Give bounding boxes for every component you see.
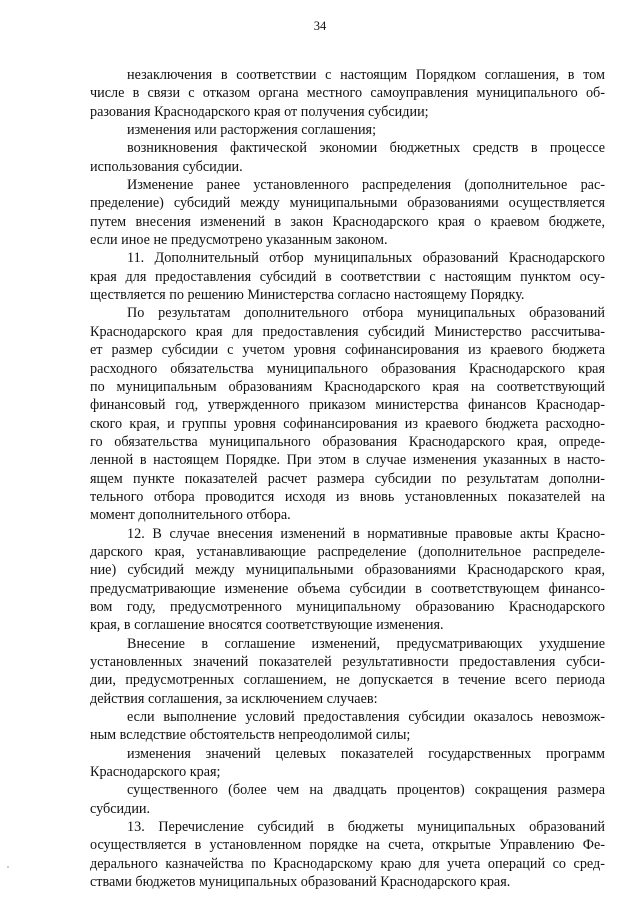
text-line: ленной в настоящем Порядке. При этом в случае изменения указанных в насто- xyxy=(90,452,605,469)
text-line: ет размер субсидии с учетом уровня софинансирования из краевого бюджета xyxy=(90,342,605,359)
text-line: по муниципальным образованиям Краснодарского края на соответствующий xyxy=(90,378,605,395)
text-line: ществляется по решению Министерства согласно настоящему Порядку. xyxy=(90,287,525,304)
text-line: установленных значений показателей результативности предоставления субси- xyxy=(90,654,605,670)
text-line: разования Краснодарского края от получения субсидии; xyxy=(90,103,429,120)
text-line: ского края, и группы уровня софинансирования из краевого бюджета расходно- xyxy=(90,415,605,432)
text-line: пределение) субсидий между муниципальными образованиями осуществляется xyxy=(90,195,605,212)
text-line: ящем пункте показателей расчет размера субсидии по результатам дополни- xyxy=(90,470,605,487)
text-line: числе в связи с отказом органа местного самоуправления муниципального об- xyxy=(90,85,605,102)
text-line: расходного обязательства муниципального образования Краснодарского края xyxy=(90,360,605,377)
text-line: 11. Дополнительный отбор муниципальных образований Краснодарского xyxy=(127,250,605,267)
text-line: незаключения в соответствии с настоящим Порядком соглашения, в том xyxy=(127,67,605,83)
text-line: ствами бюджетов муниципальных образований Краснодарского края. xyxy=(90,874,511,891)
text-line: предусматривающие изменение объема субсидии в соответствующем финансо- xyxy=(90,580,605,597)
text-line: использования субсидии. xyxy=(90,158,243,175)
document-body xyxy=(90,66,605,891)
text-line: осуществляется в установленном порядке на счета, открытые Управлению Фе- xyxy=(90,837,605,854)
text-line: края для предоставления субсидий в соответствии с настоящим пунктом осу- xyxy=(90,268,605,285)
text-line: дарского края, устанавливающие распределение (дополнительное распределе- xyxy=(90,543,605,560)
text-line: вом году, предусмотренного муниципальному образованию Краснодарского xyxy=(90,598,605,615)
text-line: Внесение в соглашение изменений, предусматривающих ухудшение xyxy=(127,635,605,652)
text-line: тельного отбора проводится исходя из вновь установленных показателей на xyxy=(90,488,605,505)
text-line: финансовый год, утвержденного приказом министерства финансов Краснодар- xyxy=(90,397,605,414)
text-line: Краснодарского края для предоставления субсидий Министерство рассчитыва- xyxy=(90,323,605,340)
text-line: изменения или расторжения соглашения; xyxy=(127,122,377,139)
text-line: По результатам дополнительного отбора муниципальных образований xyxy=(127,305,605,322)
text-line: ние) субсидий между муниципальными образованиями Краснодарского края, xyxy=(90,562,605,579)
text-line: если выполнение условий предоставления субсидии оказалось невозмож- xyxy=(127,709,605,726)
text-line: дерального казначейства по Краснодарскому краю для учета операций со сред- xyxy=(90,855,605,872)
text-line: субсидии. xyxy=(90,800,151,817)
scan-speck xyxy=(7,866,9,868)
text-line: момент дополнительного отбора. xyxy=(90,507,291,524)
text-line: 13. Перечисление субсидий в бюджеты муниципальных образований xyxy=(127,819,605,836)
text-line: изменения значений целевых показателей государственных программ xyxy=(127,745,605,762)
page-number: 34 xyxy=(313,19,327,33)
text-line: действия соглашения, за исключением случаев: xyxy=(90,690,378,707)
text-line: ным вследствие обстоятельств непреодолимой силы; xyxy=(90,727,411,744)
text-line: если иное не предусмотрено указанным законом. xyxy=(90,232,388,249)
text-line: 12. В случае внесения изменений в нормативные правовые акты Красно- xyxy=(127,525,605,542)
text-line: края, в соглашение вносятся соответствующие изменения. xyxy=(90,617,444,634)
text-line: Изменение ранее установленного распределения (дополнительное рас- xyxy=(127,177,605,194)
text-line: го обязательства муниципального образования Краснодарского края, опреде- xyxy=(90,433,605,450)
text-line: возникновения фактической экономии бюджетных средств в процессе xyxy=(127,140,605,157)
text-line: путем внесения изменений в закон Краснодарского края о краевом бюджете, xyxy=(90,213,605,230)
text-line: существенного (более чем на двадцать процентов) сокращения размера xyxy=(127,782,605,799)
text-line: Краснодарского края; xyxy=(90,764,221,781)
text-line: дии, предусмотренных соглашением, не допускается в течение всего периода xyxy=(90,672,605,689)
